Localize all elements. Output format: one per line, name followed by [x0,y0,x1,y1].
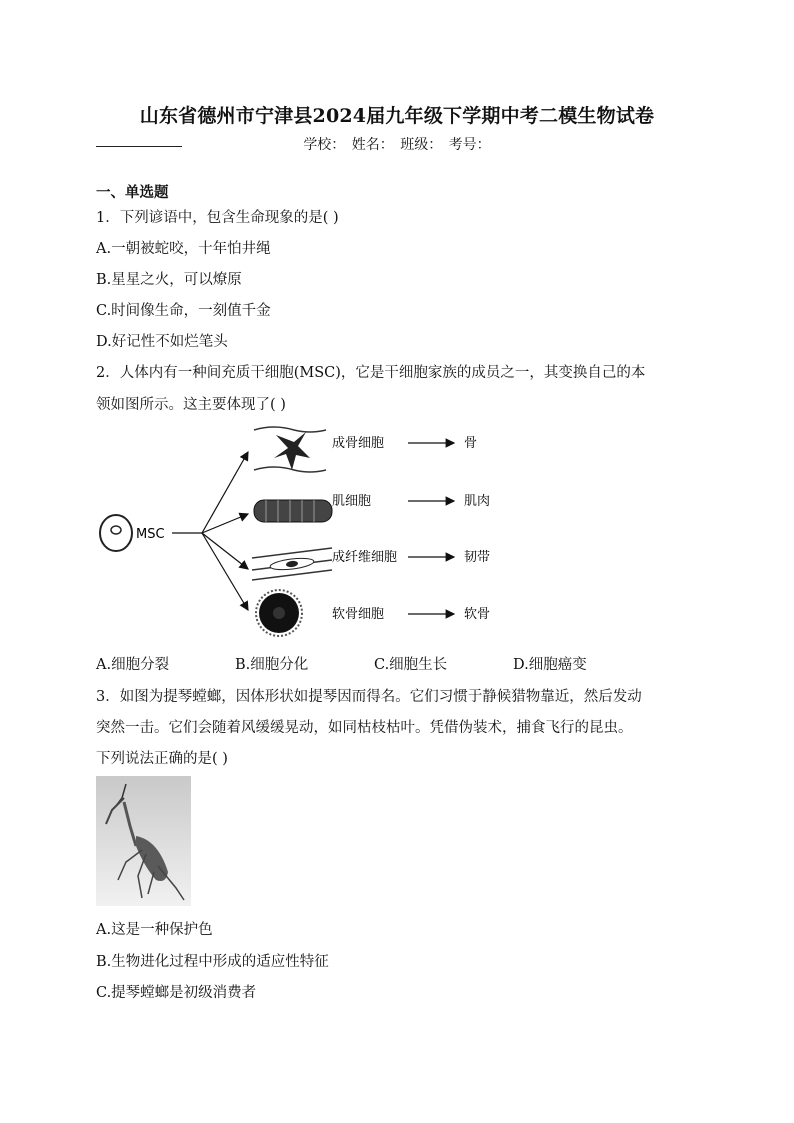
q2-option-a: A.细胞分裂 [96,657,170,673]
name-label: 姓名： [351,137,394,153]
q3-stem-line3: 下列说法正确的是( ) [96,751,228,767]
q3-option-a: A.这是一种保护色 [96,922,213,938]
branch-result-label: 骨 [464,436,478,451]
q1-stem: 1．下列谚语中，包含生命现象的是( ) [96,210,339,226]
msc-label: MSC [136,527,165,542]
branch-cell-label: 成纤维细胞 [332,550,398,565]
branch-cell-label: 成骨细胞 [332,436,385,451]
fibroblast-icon [252,548,332,580]
msc-cell-icon [100,515,132,551]
q3-stem-line1: 3．如图为提琴螳螂，因体形状如提琴因而得名。它们习惯于静候猎物靠近，然后发动 [96,689,642,705]
q3-stem-line2: 突然一击。它们会随着风缓缓晃动，如同枯枝枯叶。凭借伪装术，捕食飞行的昆虫。 [96,720,633,736]
q3-option-b: B.生物进化过程中形成的适应性特征 [96,954,329,970]
q2-option-d: D.细胞癌变 [513,657,587,673]
branch-cell-label: 软骨细胞 [332,607,385,622]
branch-result-label: 软骨 [464,607,491,622]
muscle-cell-icon [254,500,332,522]
q1-option-d: D.好记性不如烂笔头 [96,334,228,350]
q1-option-b: B.星星之火，可以燎原 [96,272,242,288]
student-info-row [0,134,794,154]
cartilage-cell-icon [256,590,302,636]
q2-option-b: B.细胞分化 [235,657,309,673]
school-label: 学校： [303,137,346,153]
branch-cell-label: 肌细胞 [332,494,372,509]
q1-option-c: C.时间像生命，一刻值千金 [96,303,271,319]
number-blank [96,134,182,147]
q1-option-a: A.一朝被蛇咬，十年怕井绳 [96,241,271,257]
page-title: 山东省德州市宁津县2024届九年级下学期中考二模生物试卷 [139,105,655,127]
q2-stem-line2: 领如图所示。这主要体现了( ) [96,397,286,413]
number-label: 考号： [448,137,491,153]
q2-option-c: C.细胞生长 [374,657,448,673]
msc-differentiation-diagram [96,420,516,645]
q2-stem-line1: 2．人体内有一种间充质干细胞(MSC)，它是干细胞家族的成员之一，其变换自己的本 [96,365,646,381]
class-label: 班级： [400,137,443,153]
section-heading: 一、单选题 [96,184,169,201]
q2-options [96,653,696,674]
q3-option-c: C.提琴螳螂是初级消费者 [96,985,257,1001]
violin-mantis-photo [96,776,191,906]
branch-result-label: 韧带 [464,550,491,565]
branch-result-label: 肌肉 [464,494,491,509]
bone-cell-icon [254,427,326,472]
